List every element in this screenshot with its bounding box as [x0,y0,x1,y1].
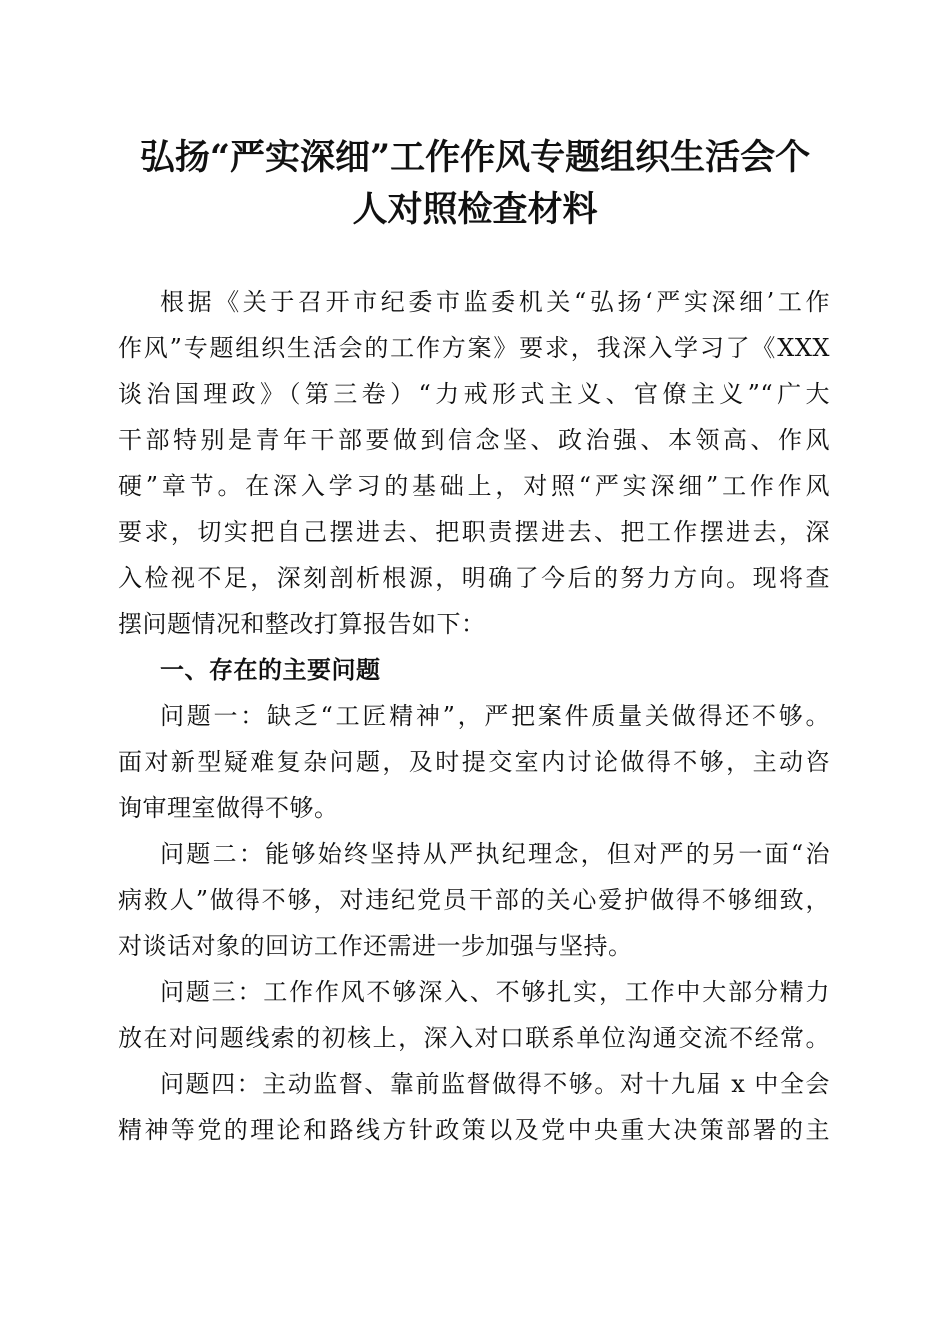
problem-4-paragraph [118,1061,830,1153]
paragraph-line: 问题四：主动监督、靠前监督做得不够。对十九届 x 中全会 [160,1070,830,1098]
problem-3-paragraph [118,969,830,1061]
paragraph-line: 摆问题情况和整改打算报告如下： [118,610,486,638]
paragraph-line: 问题三：工作作风不够深入、不够扎实，工作中大部分精力 [160,978,830,1006]
paragraph-line: 问题一：缺乏“工匠精神”，严把案件质量关做得还不够。 [160,702,830,730]
problem-2-paragraph [118,831,830,969]
intro-paragraph [118,279,830,647]
title-line-2: 人对照检查材料 [352,189,598,230]
paragraph-line: 病救人”做得不够，对违纪党员干部的关心爱护做得不够细致， [118,886,830,914]
paragraph-line: 入检视不足，深刻剖析根源，明确了今后的努力方向。现将查 [118,564,830,592]
title-line-1: 弘扬“严实深细”工作作风专题组织生活会个 [139,137,811,178]
paragraph-line: 精神等党的理论和路线方针政策以及党中央重大决策部署的主 [118,1116,830,1144]
document-body [118,279,830,1153]
paragraph-line: 询审理室做得不够。 [118,794,339,822]
paragraph-line: 作风”专题组织生活会的工作方案》要求，我深入学习了《XXX [118,334,830,362]
paragraph-line: 根据《关于召开市纪委市监委机关“弘扬‘严实深细’工作 [160,288,830,316]
paragraph-line: 硬”章节。在深入学习的基础上，对照“严实深细”工作作风 [118,472,830,500]
paragraph-line: 要求，切实把自己摆进去、把职责摆进去、把工作摆进去，深 [118,518,830,546]
paragraph-line: 谈治国理政》（第三卷）“力戒形式主义、官僚主义”“广大 [118,380,830,408]
problem-1-paragraph [118,693,830,831]
document-title [110,132,840,236]
paragraph-line: 放在对问题线索的初核上，深入对口联系单位沟通交流不经常。 [118,1024,830,1052]
section-heading: 一、存在的主要问题 [160,656,381,684]
paragraph-line: 面对新型疑难复杂问题，及时提交室内讨论做得不够，主动咨 [118,748,830,776]
paragraph-line: 问题二：能够始终坚持从严执纪理念，但对严的另一面“治 [160,840,830,868]
paragraph-line: 对谈话对象的回访工作还需进一步加强与坚持。 [118,932,633,960]
paragraph-line: 干部特别是青年干部要做到信念坚、政治强、本领高、作风 [118,426,830,454]
